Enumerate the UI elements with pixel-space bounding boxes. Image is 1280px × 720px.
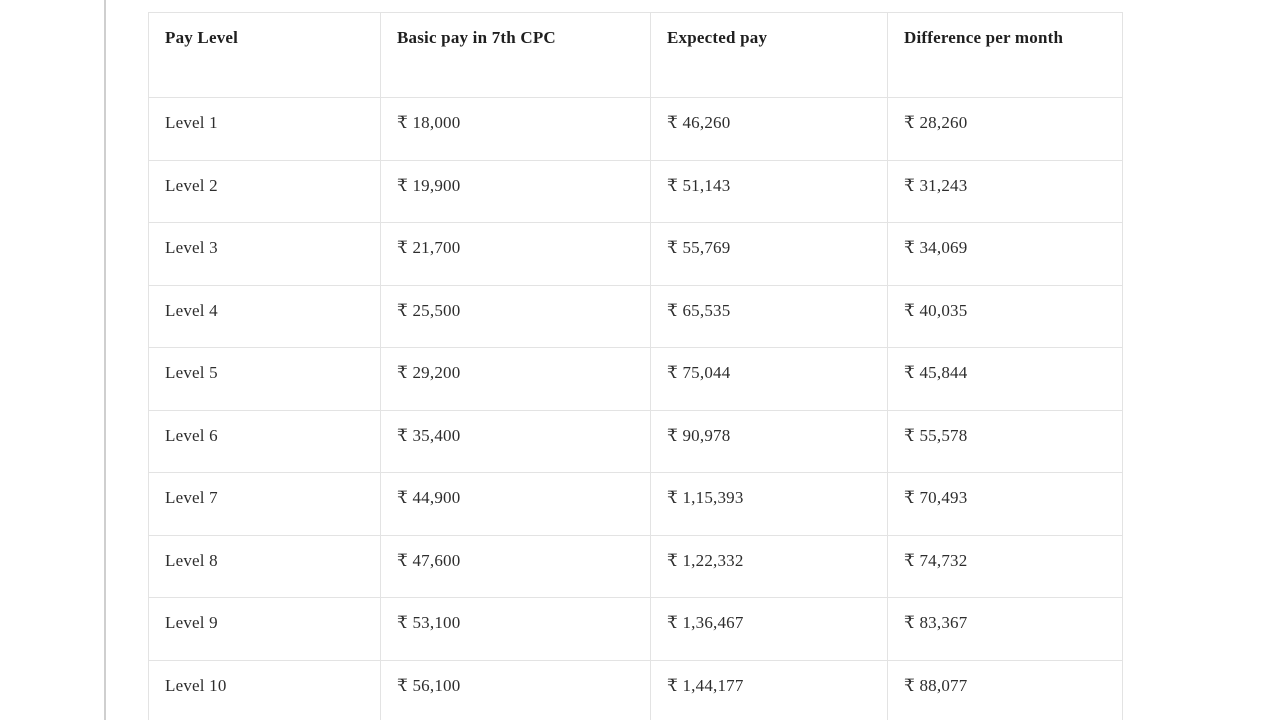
cell-expected-pay: ₹ 90,978 [651,410,888,473]
cell-level: Level 8 [149,535,381,598]
cell-difference: ₹ 31,243 [888,160,1123,223]
cell-difference: ₹ 45,844 [888,348,1123,411]
left-edge-rule [104,0,106,720]
cell-expected-pay: ₹ 65,535 [651,285,888,348]
cell-level: Level 3 [149,223,381,286]
cell-expected-pay: ₹ 1,44,177 [651,660,888,720]
cell-level: Level 5 [149,348,381,411]
table-row [149,160,1123,223]
cell-basic-pay: ₹ 21,700 [381,223,651,286]
cell-expected-pay: ₹ 1,36,467 [651,598,888,661]
cell-difference: ₹ 83,367 [888,598,1123,661]
table-row [149,285,1123,348]
cell-difference: ₹ 40,035 [888,285,1123,348]
table-row [149,535,1123,598]
cell-level: Level 9 [149,598,381,661]
cell-basic-pay: ₹ 56,100 [381,660,651,720]
cell-level: Level 7 [149,473,381,536]
cell-level: Level 4 [149,285,381,348]
cell-basic-pay: ₹ 19,900 [381,160,651,223]
table-row [149,223,1123,286]
cell-basic-pay: ₹ 53,100 [381,598,651,661]
column-header-pay-level: Pay Level [149,13,381,98]
pay-table [148,12,1123,720]
cell-expected-pay: ₹ 1,22,332 [651,535,888,598]
cell-difference: ₹ 74,732 [888,535,1123,598]
cell-level: Level 10 [149,660,381,720]
pay-table-container [148,12,1122,720]
cell-difference: ₹ 34,069 [888,223,1123,286]
cell-difference: ₹ 70,493 [888,473,1123,536]
cell-expected-pay: ₹ 75,044 [651,348,888,411]
cell-difference: ₹ 88,077 [888,660,1123,720]
cell-basic-pay: ₹ 47,600 [381,535,651,598]
column-header-expected-pay: Expected pay [651,13,888,98]
cell-difference: ₹ 28,260 [888,98,1123,161]
cell-level: Level 6 [149,410,381,473]
table-header-row [149,13,1123,98]
table-row [149,410,1123,473]
column-header-difference: Difference per month [888,13,1123,98]
cell-basic-pay: ₹ 25,500 [381,285,651,348]
cell-basic-pay: ₹ 44,900 [381,473,651,536]
cell-level: Level 1 [149,98,381,161]
table-row [149,660,1123,720]
cell-expected-pay: ₹ 46,260 [651,98,888,161]
cell-basic-pay: ₹ 18,000 [381,98,651,161]
cell-level: Level 2 [149,160,381,223]
cell-expected-pay: ₹ 51,143 [651,160,888,223]
table-row [149,598,1123,661]
cell-difference: ₹ 55,578 [888,410,1123,473]
cell-expected-pay: ₹ 1,15,393 [651,473,888,536]
cell-expected-pay: ₹ 55,769 [651,223,888,286]
cell-basic-pay: ₹ 35,400 [381,410,651,473]
column-header-basic-pay: Basic pay in 7th CPC [381,13,651,98]
table-row [149,473,1123,536]
table-row [149,348,1123,411]
cell-basic-pay: ₹ 29,200 [381,348,651,411]
table-row [149,98,1123,161]
